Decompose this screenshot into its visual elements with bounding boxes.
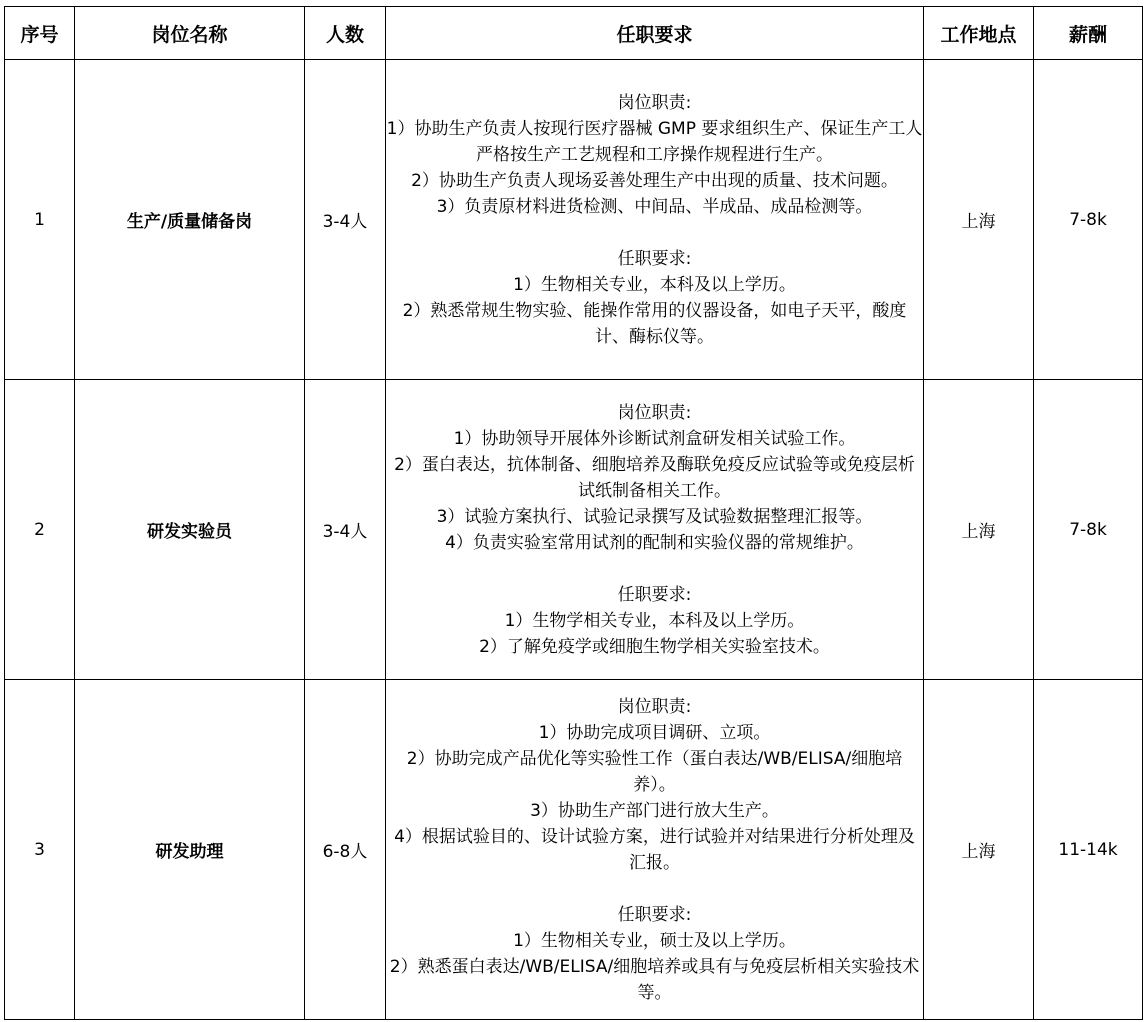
salary-cell: 11-14k	[1034, 680, 1143, 1020]
duty-item: 3）试验方案执行、试验记录撰写及试验数据整理汇报等。	[436, 506, 873, 527]
reqs-heading: 任职要求:	[617, 584, 692, 605]
req-item: 1）生物相关专业，本科及以上学历。	[513, 274, 796, 295]
req-item: 1）生物相关专业，硕士及以上学历。	[513, 930, 796, 951]
header-title: 岗位名称	[75, 7, 305, 60]
count-cell: 3-4人	[305, 60, 386, 380]
location-cell: 上海	[924, 60, 1034, 380]
header-location: 工作地点	[924, 7, 1034, 60]
table-row	[5, 380, 1143, 680]
duty-item: 2）协助生产负责人现场妥善处理生产中出现的质量、技术问题。	[411, 170, 898, 191]
reqs-heading: 任职要求:	[617, 248, 692, 269]
duty-item: 2）蛋白表达，抗体制备、细胞培养及酶联免疫反应试验等或免疫层析试纸制备相关工作。	[394, 454, 915, 501]
duty-item: 4）根据试验目的、设计试验方案，进行试验并对结果进行分析处理及汇报。	[394, 826, 915, 873]
seq-cell: 2	[5, 380, 75, 680]
spacer	[386, 876, 923, 902]
header-row	[5, 7, 1143, 60]
salary-cell: 7-8k	[1034, 380, 1143, 680]
seq-cell: 3	[5, 680, 75, 1020]
title-cell: 研发实验员	[75, 380, 305, 680]
requirements-block	[386, 90, 923, 350]
spacer	[386, 220, 923, 246]
location-cell: 上海	[924, 380, 1034, 680]
spacer	[386, 556, 923, 582]
duties-heading: 岗位职责:	[617, 92, 692, 113]
duty-item: 3）负责原材料进货检测、中间品、半成品、成品检测等。	[436, 196, 873, 217]
title-cell: 生产/质量储备岗	[75, 60, 305, 380]
table-row	[5, 680, 1143, 1020]
duty-item: 1）协助领导开展体外诊断试剂盒研发相关试验工作。	[453, 428, 856, 449]
header-salary: 薪酬	[1034, 7, 1143, 60]
duty-item: 3）协助生产部门进行放大生产。	[530, 800, 779, 821]
requirements-block	[386, 694, 923, 1006]
duty-item: 4）负责实验室常用试剂的配制和实验仪器的常规维护。	[445, 532, 864, 553]
header-seq: 序号	[5, 7, 75, 60]
header-count: 人数	[305, 7, 386, 60]
duties-heading: 岗位职责:	[617, 402, 692, 423]
count-cell: 6-8人	[305, 680, 386, 1020]
requirements-cell	[386, 60, 924, 380]
duty-item: 1）协助生产负责人按现行医疗器械 GMP 要求组织生产、保证生产工人严格按生产工艺规程和工序操作规程进行生产。	[386, 118, 923, 165]
req-item: 2）熟悉蛋白表达/WB/ELISA/细胞培养或具有与免疫层析相关实验技术等。	[389, 956, 920, 1003]
table-row	[5, 60, 1143, 380]
title-cell: 研发助理	[75, 680, 305, 1020]
count-cell: 3-4人	[305, 380, 386, 680]
req-item: 2）熟悉常规生物实验、能操作常用的仪器设备，如电子天平，酸度计、酶标仪等。	[402, 300, 907, 347]
req-item: 1）生物学相关专业，本科及以上学历。	[504, 610, 805, 631]
seq-cell: 1	[5, 60, 75, 380]
duty-item: 1）协助完成项目调研、立项。	[538, 722, 771, 743]
header-requirements: 任职要求	[386, 7, 924, 60]
requirements-cell	[386, 680, 924, 1020]
req-item: 2）了解免疫学或细胞生物学相关实验室技术。	[479, 636, 830, 657]
requirements-block	[386, 400, 923, 660]
location-cell: 上海	[924, 680, 1034, 1020]
requirements-cell	[386, 380, 924, 680]
reqs-heading: 任职要求:	[617, 904, 692, 925]
duty-item: 2）协助完成产品优化等实验性工作（蛋白表达/WB/ELISA/细胞培养）。	[406, 748, 903, 795]
duties-heading: 岗位职责:	[617, 696, 692, 717]
salary-cell: 7-8k	[1034, 60, 1143, 380]
job-table	[4, 6, 1143, 1020]
